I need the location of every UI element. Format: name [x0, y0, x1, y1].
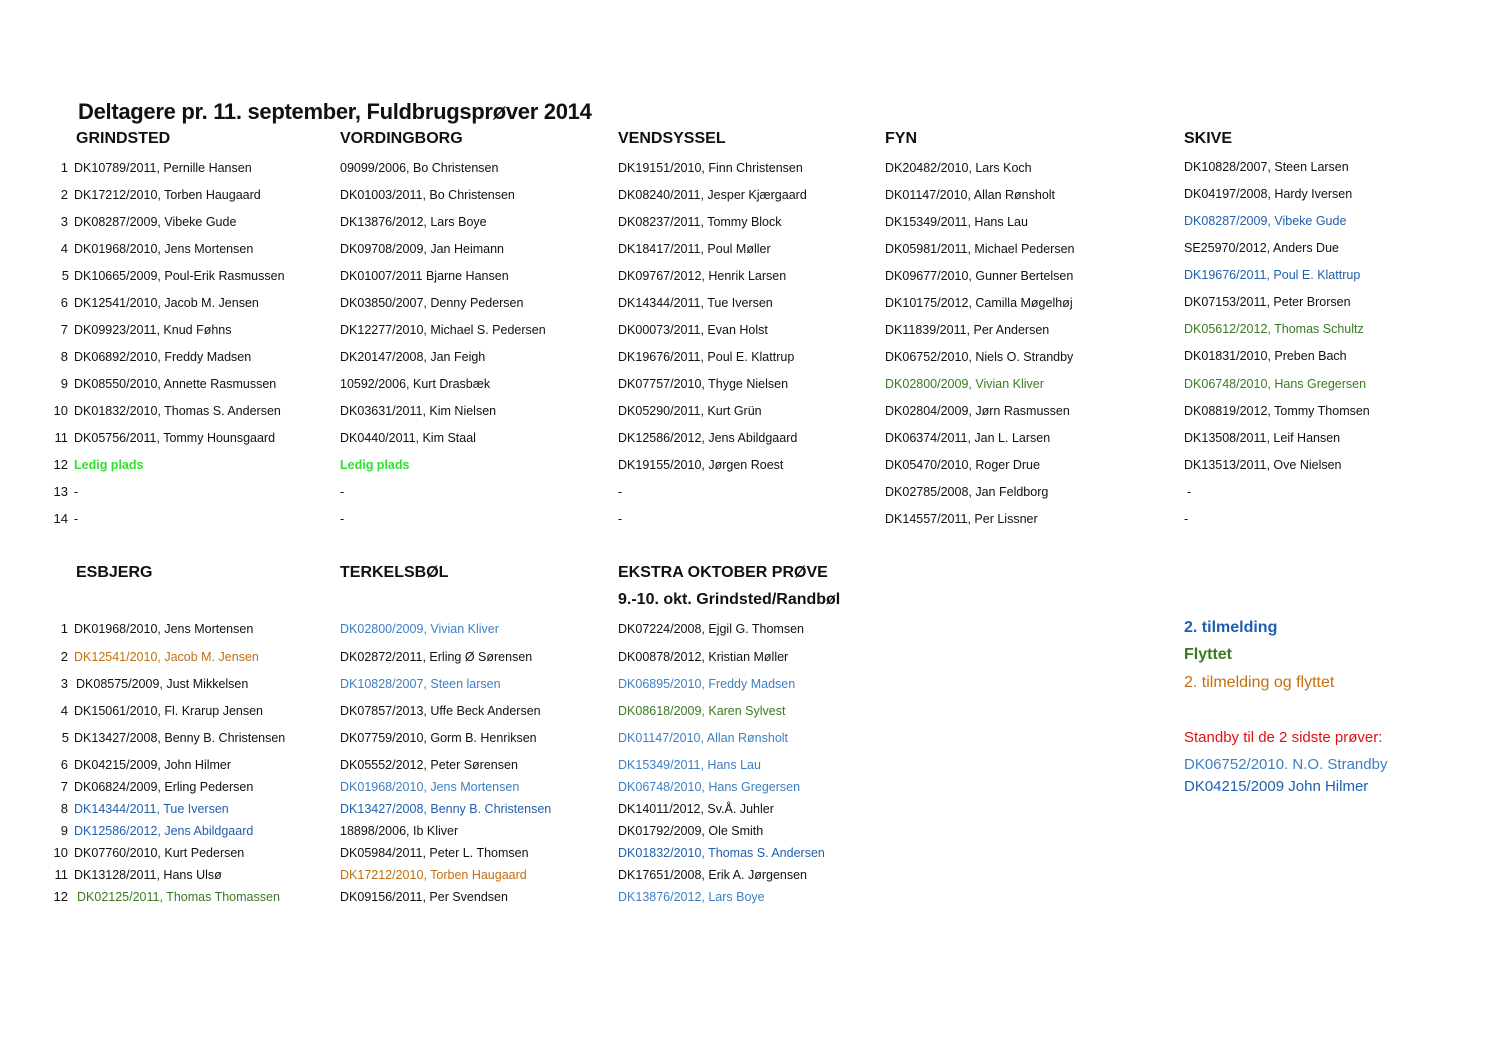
header-ekstra: EKSTRA OKTOBER PRØVE: [618, 564, 828, 581]
grindsted-entry: DK08550/2010, Annette Rasmussen: [74, 377, 277, 391]
ekstra-entry-second: DK13876/2012, Lars Boye: [618, 890, 765, 904]
skive-empty: -: [1184, 512, 1189, 526]
row-number: 3: [60, 676, 68, 691]
vendsyssel-entry: DK12586/2012, Jens Abildgaard: [618, 431, 798, 445]
row-number: 2: [60, 187, 68, 202]
ekstra-entry-second: DK06748/2010, Hans Gregersen: [618, 780, 801, 794]
grindsted-entry: DK01968/2010, Jens Mortensen: [74, 242, 254, 256]
row-number: 4: [60, 703, 68, 718]
row-number: 12: [53, 889, 68, 904]
vendsyssel-entry: DK09767/2012, Henrik Larsen: [618, 269, 787, 283]
row-number: 4: [60, 241, 68, 256]
ekstra-entry-second: DK15349/2011, Hans Lau: [618, 758, 761, 772]
esbjerg-entry: DK13427/2008, Benny B. Christensen: [74, 731, 286, 745]
grindsted-entry: DK08287/2009, Vibeke Gude: [74, 215, 237, 229]
header-fyn: FYN: [885, 130, 917, 147]
grindsted-entry: DK17212/2010, Torben Haugaard: [74, 188, 261, 202]
row-number: 11: [54, 430, 68, 445]
ekstra-entry-second: DK06895/2010, Freddy Madsen: [618, 677, 796, 691]
legend-standby-entry: DK06752/2010. N.O. Strandby: [1184, 756, 1388, 773]
skive-entry: DK13513/2011, Ove Nielsen: [1184, 458, 1342, 472]
grindsted-entry: DK06892/2010, Freddy Madsen: [74, 350, 252, 364]
row-number: 6: [60, 757, 68, 772]
fyn-entry: DK14557/2011, Per Lissner: [885, 512, 1038, 526]
terkelsbol-entry-second: DK10828/2007, Steen larsen: [340, 677, 501, 691]
skive-entry-second: DK08287/2009, Vibeke Gude: [1184, 214, 1347, 228]
fyn-entry: DK15349/2011, Hans Lau: [885, 215, 1028, 229]
row-number: 9: [60, 823, 68, 838]
row-number: 5: [61, 268, 69, 283]
terkelsbol-entry-second: DK01968/2010, Jens Mortensen: [340, 780, 520, 794]
vordingborg-entry: DK03631/2011, Kim Nielsen: [340, 404, 497, 418]
ekstra-entry: DK01792/2009, Ole Smith: [618, 824, 764, 838]
skive-empty: -: [1187, 485, 1192, 499]
fyn-entry: DK06752/2010, Niels O. Strandby: [885, 350, 1074, 364]
header-skive: SKIVE: [1184, 130, 1233, 147]
vordingborg-entry: 10592/2006, Kurt Drasbæk: [340, 377, 491, 391]
skive-entry: DK04197/2008, Hardy Iversen: [1184, 187, 1353, 201]
grindsted-entry: DK05756/2011, Tommy Hounsgaard: [74, 431, 276, 445]
row-number: 5: [61, 730, 69, 745]
skive-entry: DK01831/2010, Preben Bach: [1184, 349, 1347, 363]
vordingborg-empty: -: [340, 485, 345, 499]
vendsyssel-entry: DK05290/2011, Kurt Grün: [618, 404, 762, 418]
esbjerg-entry-moved: DK02125/2011, Thomas Thomassen: [77, 890, 280, 904]
terkelsbol-entry: DK02872/2011, Erling Ø Sørensen: [340, 650, 533, 664]
vordingborg-entry: DK01003/2011, Bo Christensen: [340, 188, 515, 202]
row-number: 7: [60, 322, 68, 337]
grindsted-entry: DK12541/2010, Jacob M. Jensen: [74, 296, 259, 310]
vordingborg-empty: -: [340, 512, 345, 526]
row-number: 1: [60, 160, 68, 175]
vendsyssel-empty: -: [618, 512, 623, 526]
legend-standby-entry: DK04215/2009 John Hilmer: [1184, 778, 1369, 795]
grindsted-empty: -: [74, 512, 79, 526]
esbjerg-entry: DK15061/2010, Fl. Krarup Jensen: [74, 704, 264, 718]
terkelsbol-entry: DK05552/2012, Peter Sørensen: [340, 758, 518, 772]
row-number: 12: [53, 457, 68, 472]
vendsyssel-entry: DK08240/2011, Jesper Kjærgaard: [618, 188, 807, 202]
vordingborg-entry: DK0440/2011, Kim Staal: [340, 431, 476, 445]
esbjerg-entry-second: DK14344/2011, Tue Iversen: [74, 802, 229, 816]
ekstra-entry-second: DK01832/2010, Thomas S. Andersen: [618, 846, 825, 860]
vendsyssel-entry: DK19155/2010, Jørgen Roest: [618, 458, 784, 472]
vendsyssel-entry: DK07757/2010, Thyge Nielsen: [618, 377, 789, 391]
row-number: 8: [60, 801, 68, 816]
ekstra-entry-moved: DK08618/2009, Karen Sylvest: [618, 704, 786, 718]
esbjerg-entry: DK06824/2009, Erling Pedersen: [74, 780, 254, 794]
legend-moved: Flyttet: [1184, 646, 1232, 663]
fyn-entry: DK20482/2010, Lars Koch: [885, 161, 1032, 175]
skive-entry-second: DK19676/2011, Poul E. Klattrup: [1184, 268, 1361, 282]
grindsted-empty: -: [74, 485, 79, 499]
fyn-entry-moved: DK02800/2009, Vivian Kliver: [885, 377, 1044, 391]
terkelsbol-entry: DK05984/2011, Peter L. Thomsen: [340, 846, 529, 860]
legend-second-registration: 2. tilmelding: [1184, 619, 1278, 636]
fyn-entry: DK01147/2010, Allan Rønsholt: [885, 188, 1056, 202]
vendsyssel-empty: -: [618, 485, 623, 499]
terkelsbol-entry-second-moved: DK17212/2010, Torben Haugaard: [340, 868, 527, 882]
vendsyssel-entry: DK18417/2011, Poul Møller: [618, 242, 771, 256]
terkelsbol-entry: DK07857/2013, Uffe Beck Andersen: [340, 704, 541, 718]
esbjerg-entry: DK01968/2010, Jens Mortensen: [74, 622, 254, 636]
vendsyssel-entry: DK19151/2010, Finn Christensen: [618, 161, 803, 175]
skive-entry: DK07153/2011, Peter Brorsen: [1184, 295, 1351, 309]
page-title: Deltagere pr. 11. september, Fuldbrugsprøver 2014: [78, 99, 592, 124]
header-terkelsbol: TERKELSBØL: [340, 564, 449, 581]
row-number: 9: [60, 376, 68, 391]
ekstra-entry: DK14011/2012, Sv.Å. Juhler: [618, 802, 774, 816]
terkelsbol-entry-second: DK02800/2009, Vivian Kliver: [340, 622, 499, 636]
fyn-entry: DK02785/2008, Jan Feldborg: [885, 485, 1049, 499]
fyn-entry: DK10175/2012, Camilla Møgelhøj: [885, 296, 1073, 310]
terkelsbol-entry-second: DK13427/2008, Benny B. Christensen: [340, 802, 552, 816]
row-number: 8: [60, 349, 68, 364]
ekstra-entry: DK17651/2008, Erik A. Jørgensen: [618, 868, 808, 882]
grindsted-entry: DK01832/2010, Thomas S. Andersen: [74, 404, 281, 418]
ekstra-entry: DK07224/2008, Ejgil G. Thomsen: [618, 622, 804, 636]
vendsyssel-entry: DK08237/2011, Tommy Block: [618, 215, 782, 229]
row-number: 1: [60, 621, 68, 636]
fyn-entry: DK09677/2010, Gunner Bertelsen: [885, 269, 1074, 283]
fyn-entry: DK05470/2010, Roger Drue: [885, 458, 1040, 472]
grindsted-vacant: Ledig plads: [74, 458, 144, 472]
vendsyssel-entry: DK19676/2011, Poul E. Klattrup: [618, 350, 795, 364]
skive-entry: SE25970/2012, Anders Due: [1184, 241, 1339, 255]
vordingborg-vacant: Ledig plads: [340, 458, 410, 472]
row-number: 6: [60, 295, 68, 310]
row-number: 3: [60, 214, 68, 229]
skive-entry: DK13508/2011, Leif Hansen: [1184, 431, 1341, 445]
vordingborg-entry: DK20147/2008, Jan Feigh: [340, 350, 486, 364]
fyn-entry: DK02804/2009, Jørn Rasmussen: [885, 404, 1070, 418]
skive-entry-moved: DK06748/2010, Hans Gregersen: [1184, 377, 1367, 391]
vendsyssel-entry: DK14344/2011, Tue Iversen: [618, 296, 773, 310]
row-number: 2: [60, 649, 68, 664]
esbjerg-entry: DK07760/2010, Kurt Pedersen: [74, 846, 245, 860]
fyn-entry: DK06374/2011, Jan L. Larsen: [885, 431, 1051, 445]
grindsted-entry: DK10665/2009, Poul-Erik Rasmussen: [74, 269, 285, 283]
header-vordingborg: VORDINGBORG: [340, 130, 463, 147]
header-esbjerg: ESBJERG: [76, 564, 153, 581]
legend-standby-title: Standby til de 2 sidste prøver:: [1184, 729, 1383, 746]
row-number: 11: [54, 867, 68, 882]
esbjerg-entry-second: DK12586/2012, Jens Abildgaard: [74, 824, 254, 838]
skive-entry: DK10828/2007, Steen Larsen: [1184, 160, 1349, 174]
vordingborg-entry: DK13876/2012, Lars Boye: [340, 215, 487, 229]
header-vendsyssel: VENDSYSSEL: [618, 130, 726, 147]
terkelsbol-entry: 18898/2006, Ib Kliver: [340, 824, 459, 838]
terkelsbol-entry: DK09156/2011, Per Svendsen: [340, 890, 508, 904]
esbjerg-entry-second-moved: DK12541/2010, Jacob M. Jensen: [74, 650, 259, 664]
row-number: 14: [53, 511, 68, 526]
fyn-entry: DK05981/2011, Michael Pedersen: [885, 242, 1075, 256]
terkelsbol-entry: DK07759/2010, Gorm B. Henriksen: [340, 731, 537, 745]
row-number: 13: [53, 484, 68, 499]
ekstra-entry-second: DK01147/2010, Allan Rønsholt: [618, 731, 789, 745]
grindsted-entry: DK10789/2011, Pernille Hansen: [74, 161, 252, 175]
vendsyssel-entry: DK00073/2011, Evan Holst: [618, 323, 768, 337]
esbjerg-entry: DK13128/2011, Hans Ulsø: [74, 868, 222, 882]
vordingborg-entry: DK09708/2009, Jan Heimann: [340, 242, 505, 256]
row-number: 7: [60, 779, 68, 794]
vordingborg-entry: 09099/2006, Bo Christensen: [340, 161, 499, 175]
ekstra-entry: DK00878/2012, Kristian Møller: [618, 650, 789, 664]
esbjerg-entry: DK08575/2009, Just Mikkelsen: [76, 677, 249, 691]
ekstra-subtitle: 9.-10. okt. Grindsted/Randbøl: [618, 591, 841, 608]
vordingborg-entry: DK01007/2011 Bjarne Hansen: [340, 269, 509, 283]
skive-entry: DK08819/2012, Tommy Thomsen: [1184, 404, 1370, 418]
esbjerg-entry: DK04215/2009, John Hilmer: [74, 758, 232, 772]
row-number: 10: [53, 403, 68, 418]
vordingborg-entry: DK12277/2010, Michael S. Pedersen: [340, 323, 546, 337]
header-grindsted: GRINDSTED: [76, 130, 171, 147]
row-number: 10: [53, 845, 68, 860]
legend-second-and-moved: 2. tilmelding og flyttet: [1184, 674, 1335, 691]
skive-entry-moved: DK05612/2012, Thomas Schultz: [1184, 322, 1364, 336]
vordingborg-entry: DK03850/2007, Denny Pedersen: [340, 296, 524, 310]
fyn-entry: DK11839/2011, Per Andersen: [885, 323, 1050, 337]
grindsted-entry: DK09923/2011, Knud Føhns: [74, 323, 232, 337]
